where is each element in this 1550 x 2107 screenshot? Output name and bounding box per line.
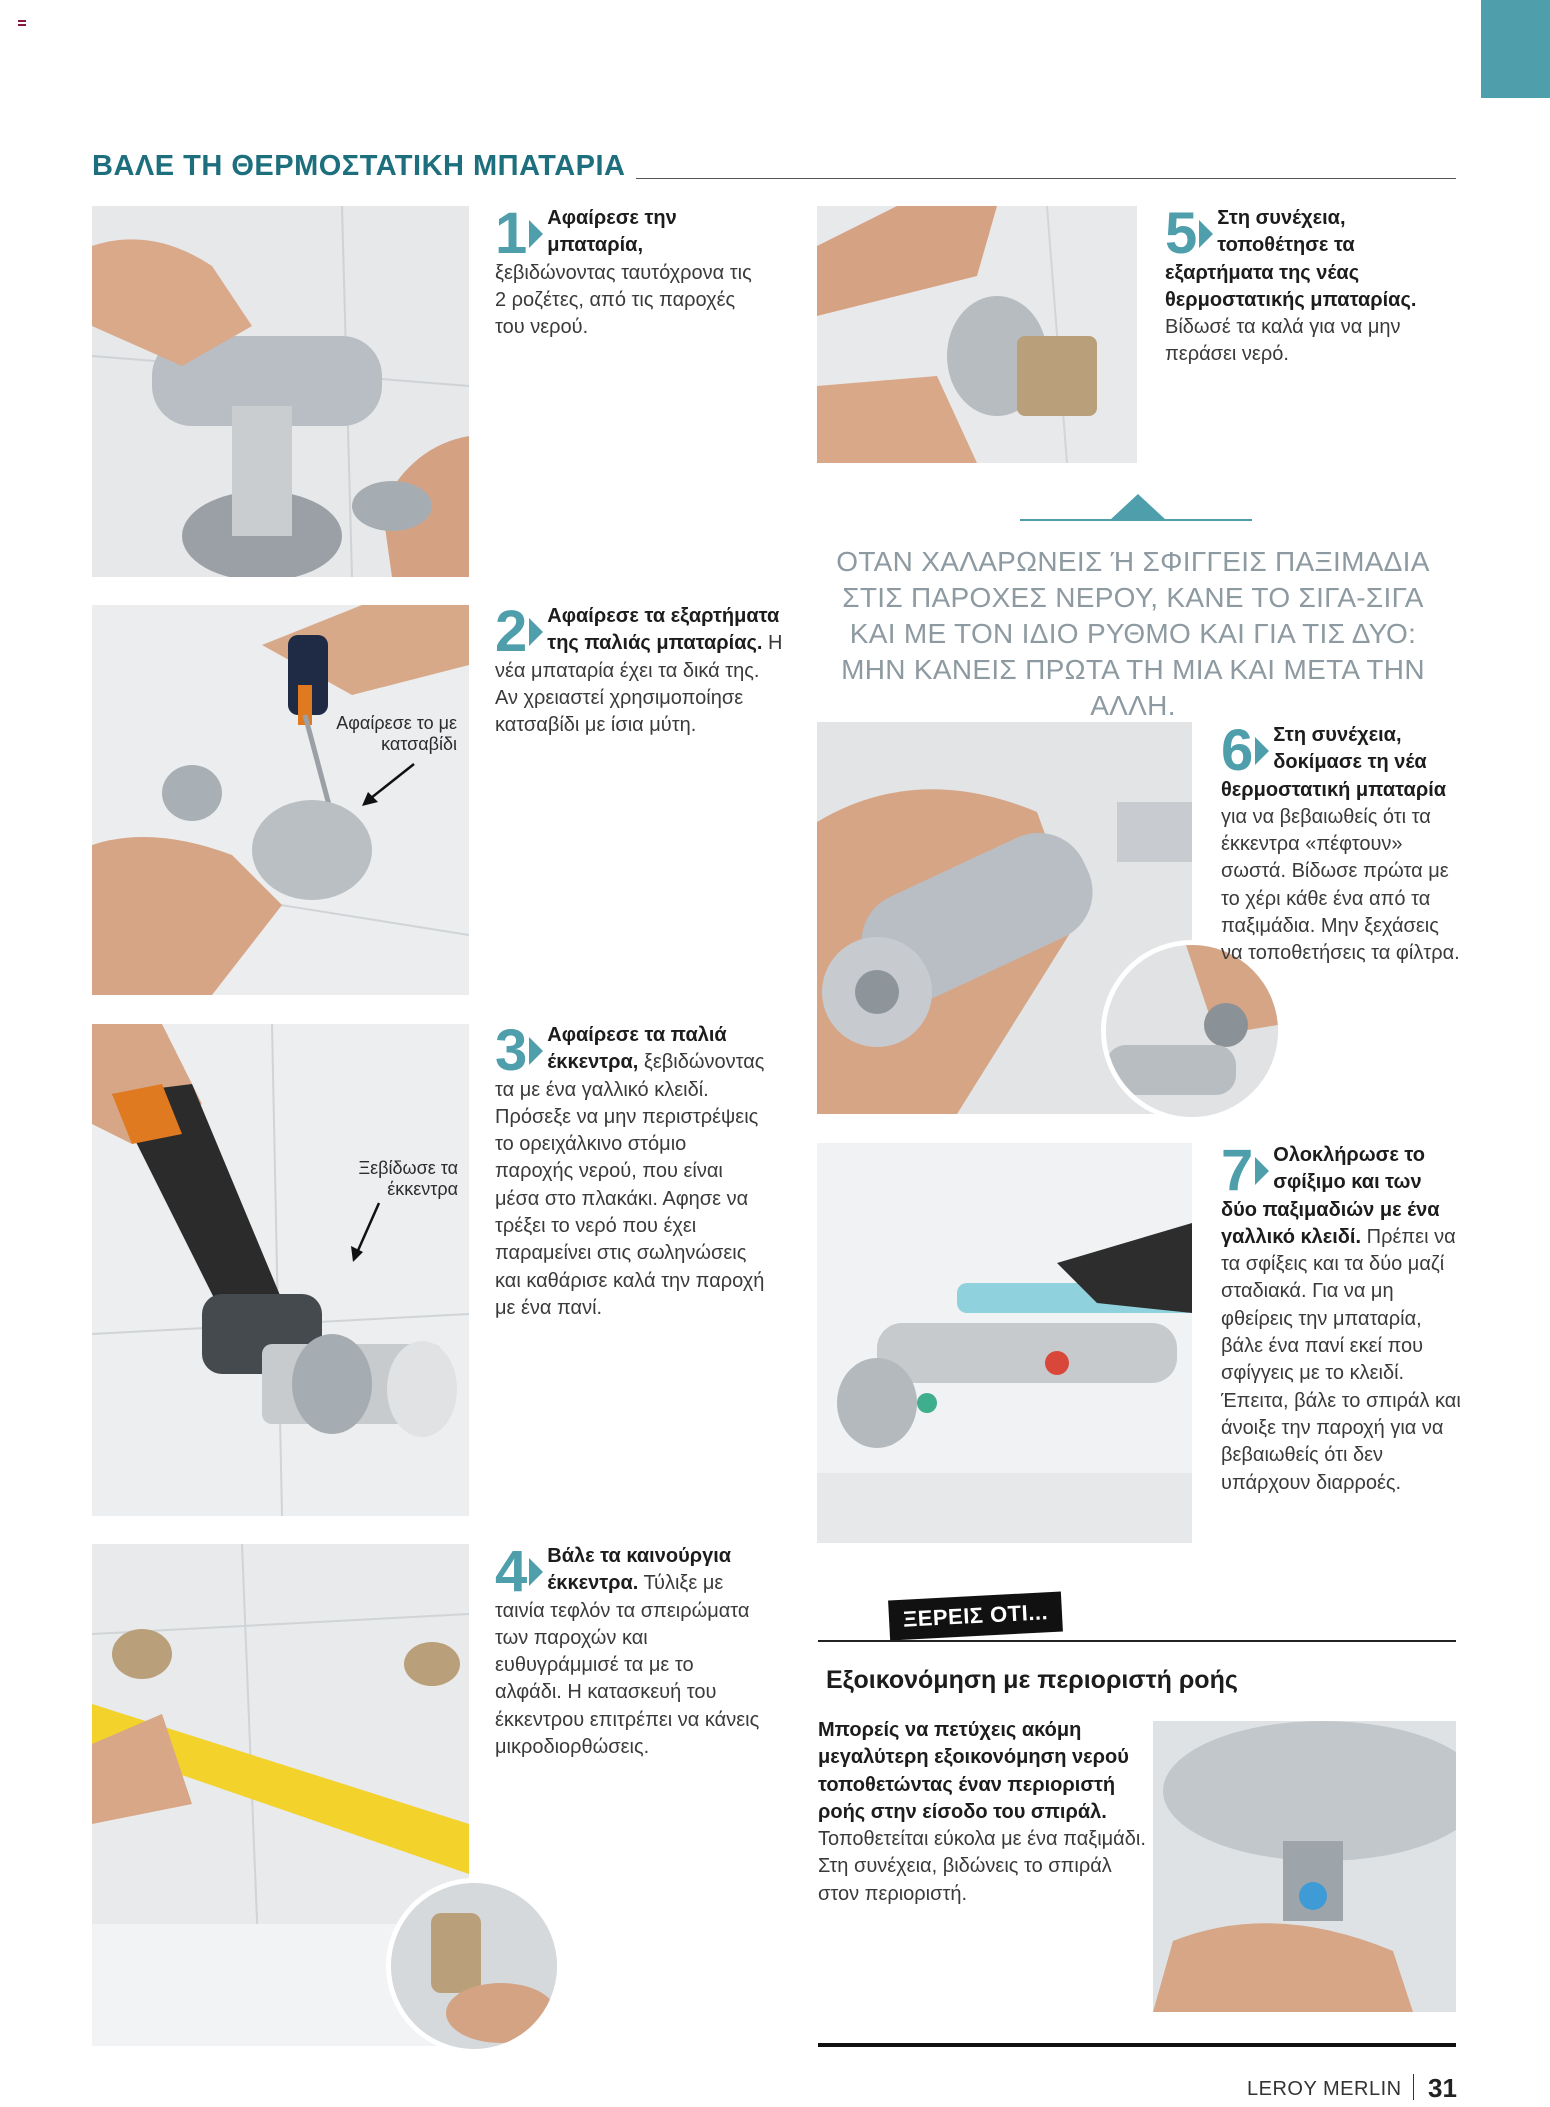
did-you-know-badge: ΞΕΡΕΙΣ ΟΤΙ... <box>888 1591 1063 1640</box>
footer-rule <box>818 2043 1456 2047</box>
step-number-2: 2 <box>495 609 543 655</box>
step-number-5: 5 <box>1165 211 1213 257</box>
step-3-text: ξεβιδώνοντας τα με ένα γαλλικό κλειδί. Πρόσεξε να μην περιστρέψεις το ορειχάλκινο στόμιο παροχής νερού, που είναι μέσα στο πλακάκι. Αφησε να τρέξει το νερό που έχει παραμείνει στις σωληνώσεις και καθάρισε καλά την παροχή με ένα πανί. <box>495 1051 765 1319</box>
step-6 <box>1221 718 1461 968</box>
callout-unscrew: Ξεβίδωσε τα έκκεντρα <box>358 1158 458 1199</box>
step-3-bold: Αφαίρεσε τα παλιά έκκεντρα, <box>547 1024 727 1074</box>
step-2-bold: Αφαίρεσε τα εξαρτήματα της παλιάς μπαταρίας. <box>547 605 780 655</box>
step-4-text: Τύλιξε με ταινία τεφλόν τα σπειρώματα των παροχών και ευθυγράμμισέ τα με το αλφάδι. Η κατασκευή του έκκεντρου επιτρέπει να κάνεις μικροδιορθώσεις. <box>495 1572 760 1759</box>
title-rule <box>636 178 1456 179</box>
step-7-bold: Ολοκλήρωσε το σφίξιμο και των δύο παξιμαδιών με ένα γαλλικό κλειδί. <box>1221 1144 1440 1248</box>
corner-mark <box>18 20 26 26</box>
photo-step-1 <box>92 206 469 577</box>
step-5-text: Βίδωσέ τα καλά για να μην περάσει νερό. <box>1165 316 1401 366</box>
did-you-know-heading: Εξοικονόμηση με περιοριστή ροής <box>826 1666 1238 1694</box>
step-2-text: Η νέα μπαταρία έχει τα δικά της. Αν χρειαστεί χρησιμοποίησε κατσαβίδι με ίσια μύτη. <box>495 632 783 737</box>
corner-tab <box>1481 0 1550 98</box>
step-6-bold: Στη συνέχεια, δοκίμασε τη νέα θερμοστατική μπαταρία <box>1221 724 1447 801</box>
step-number-3: 3 <box>495 1028 543 1074</box>
quote-rule <box>1020 519 1252 521</box>
step-number-7: 7 <box>1221 1148 1269 1194</box>
did-you-know-bold: Μπορείς να πετύχεις ακόμη μεγαλύτερη εξοικονόμηση νερού τοποθετώντας έναν περιοριστή ροής στην είσοδο του σπιράλ. <box>818 1719 1129 1823</box>
did-you-know-text: Τοποθετείται εύκολα με ένα παξιμάδι. Στη συνέχεια, βιδώνεις το σπιράλ στον περιοριστή. <box>818 1828 1146 1905</box>
step-5 <box>1165 201 1455 369</box>
did-you-know-body <box>818 1717 1158 1908</box>
photo-flow-restrictor <box>1153 1721 1456 2012</box>
step-7 <box>1221 1138 1461 1497</box>
page-number: 31 <box>1428 2073 1457 2103</box>
section-title: ΒΑΛΕ ΤΗ ΘΕΡΜΟΣΤΑΤΙΚΗ ΜΠΑΤΑΡΙΑ <box>92 150 626 182</box>
callout-screwdriver: Αφαίρεσε το με κατσαβίδι <box>336 713 457 754</box>
step-6-text: για να βεβαιωθείς ότι τα έκκεντρα «πέφτουν» σωστά. Βίδωσε πρώτα με το χέρι κάθε ένα από τα παξιμάδια. Μην ξεχάσεις να τοποθετήσεις τα φίλτρα. <box>1221 805 1460 965</box>
photo-step-7 <box>817 1143 1192 1543</box>
footer-separator <box>1413 2074 1414 2100</box>
pull-quote: ΟΤΑΝ ΧΑΛΑΡΩΝΕΙΣ Ή ΣΦΙΓΓΕΙΣ ΠΑΞΙΜΑΔΙΑ ΣΤΙΣ ΠΑΡΟΧΕΣ ΝΕΡΟΥ, ΚΑΝΕ ΤΟ ΣΙΓΑ-ΣΙΓΑ ΚΑΙ ΜΕ ΤΟΝ ΙΔΙΟ ΡΥΘΜΟ ΚΑΙ ΓΙΑ ΤΙΣ ΔΥΟ: ΜΗΝ ΚΑΝΕΙΣ ΠΡΩΤΑ ΤΗ ΜΙΑ ΚΑΙ ΜΕΤΑ ΤΗΝ ΑΛΛΗ. <box>836 546 1430 721</box>
step-number-1: 1 <box>495 211 543 257</box>
step-3 <box>495 1018 765 1322</box>
quote-triangle-icon <box>1110 494 1166 520</box>
arrow-icon <box>348 1200 383 1265</box>
footer-brand: LEROY MERLIN <box>1247 2078 1402 2100</box>
step-5-bold: Στη συνέχεια, τοποθέτησε τα εξαρτήματα της νέας θερμοστατικής μπαταρίας. <box>1165 207 1417 311</box>
photo-step-4-detail <box>386 1878 562 2054</box>
arrow-icon <box>358 760 418 810</box>
step-4-bold: Βάλε τα καινούργια έκκεντρα. <box>547 1545 732 1595</box>
did-you-know-rule <box>818 1640 1456 1642</box>
step-7-text: Πρέπει να τα σφίξεις και τα δύο μαζί σταδιακά. Για να μη φθείρεις την μπαταρία, βάλε ένα πανί εκεί που σφίγγεις με το κλειδί. Έπειτα, βάλε το σπιράλ και άνοιξε την παροχή για να βεβαιωθείς ότι δεν υπάρχουν διαρροές. <box>1221 1225 1461 1494</box>
step-1 <box>495 201 765 341</box>
step-4 <box>495 1539 765 1761</box>
step-number-6: 6 <box>1221 728 1269 774</box>
step-2 <box>495 599 785 739</box>
step-number-4: 4 <box>495 1549 543 1595</box>
step-1-bold: Αφαίρεσε την μπαταρία, <box>547 207 677 257</box>
photo-step-5 <box>817 206 1137 463</box>
photo-step-3 <box>92 1024 469 1516</box>
step-1-text: ξεβιδώνοντας ταυτόχρονα τις 2 ροζέτες, από τις παροχές του νερού. <box>495 261 752 339</box>
